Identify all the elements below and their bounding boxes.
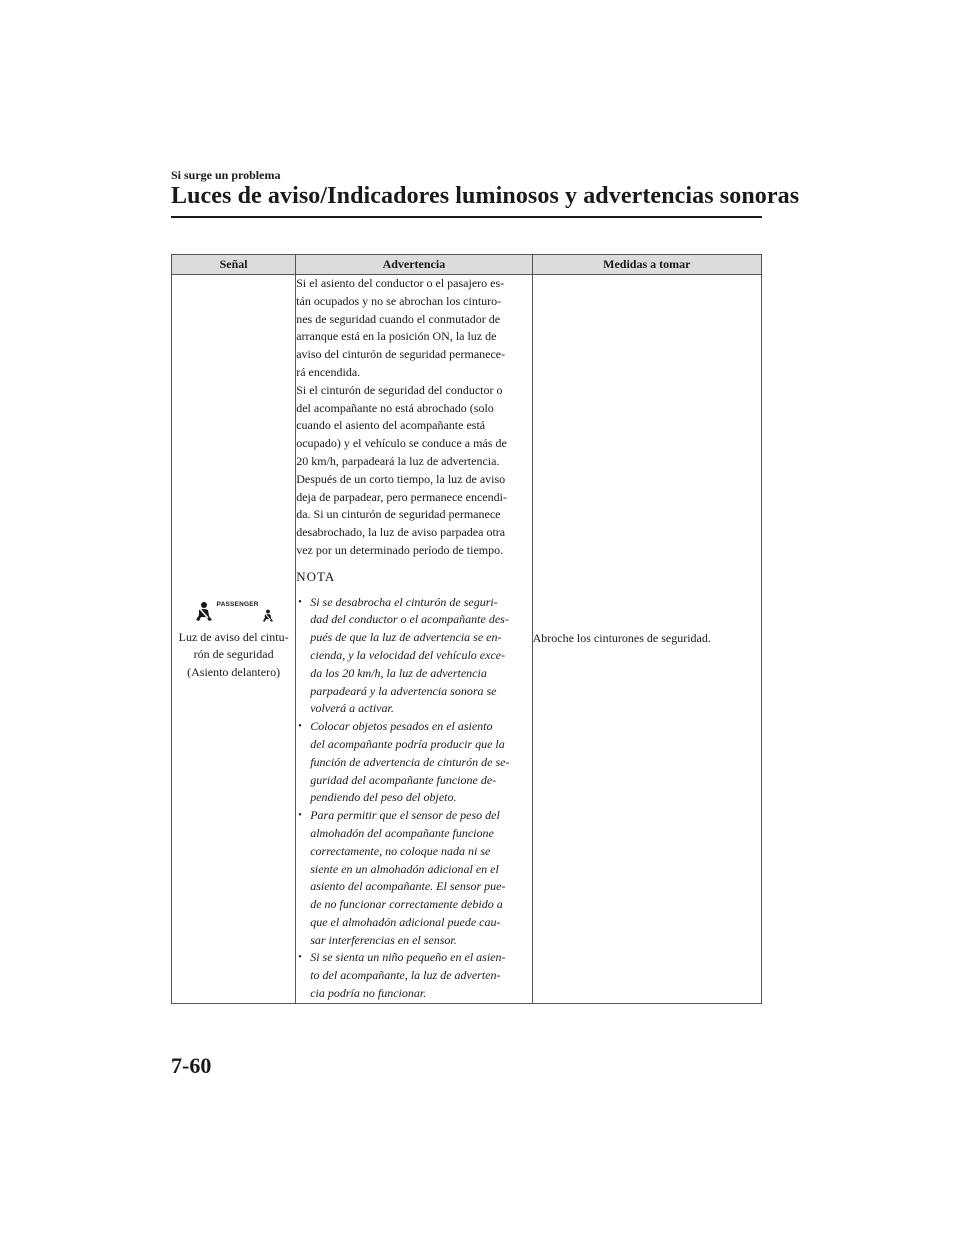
table-header-row [172,255,762,275]
section-label: Si surge un problema [171,168,281,182]
signal-cell [172,275,296,1004]
warning-cell [296,275,532,1004]
driver-seatbelt-warning-icon [193,601,215,623]
warning-table [171,254,762,1004]
note-item: • Si se desabrocha el cinturón de seguri- dad del conductor o el acompañante des- pués de que la luz de advertencia se en- cienda, y la velocidad del vehículo exce- da los 20 km/h, la luz de advertencia parpadeará y la advertencia sonora se volverá a activar. [296,594,531,719]
note-item: • Si se sienta un niño pequeño en el asien- to del acompañante, la luz de adverten- cia podría no funcionar. [296,949,531,1002]
signal-label: Luz de aviso del cintu- rón de seguridad (Asiento delantero) [178,629,289,680]
note-list [296,594,531,1003]
warning-text: Si el asiento del conductor o el pasajero es- tán ocupados y no se abrochan los cinturo- nes de seguridad cuando el conmutador de arranque está en la posición ON, la luz de aviso del cinturón de seguridad permanece- rá encendida. Si el cinturón de seguridad del conductor o del acompañante no está abrochado (solo cuando el asiento del acompañante está ocupado) y el vehículo se conduce a más de 20 km/h, parpadeará la luz de advertencia. Después de un corto tiempo, la luz de aviso deja de parpadear, pero permanece encendi- da. Si un cinturón de seguridad permanece desabrochado, la luz de aviso parpadea otra vez por un determinado período de tiempo. [296,276,507,557]
header-warning: Advertencia [296,255,532,275]
title-rule [171,216,762,218]
page-number: 7-60 [171,1053,212,1078]
page-title: Luces de aviso/Indicadores luminosos y advertencias sonoras [171,183,800,209]
table-row [172,275,762,1004]
note-item: • Colocar objetos pesados en el asiento del acompañante podría producir que la función de advertencia de cinturón de se- guridad del acompañante funcione de- pendiendo del peso del objeto. [296,718,531,807]
header-signal: Señal [172,255,296,275]
signal-icons [172,596,295,623]
note-item: • Para permitir que el sensor de peso del almohadón del acompañante funcione correctamente, no coloque nada ni se siente en un almohadón adicional en el asiento del acompañante. El sensor pue- de no funcionar correctamente debido a que el almohadón adicional puede cau- sar interferencias en el sensor. [296,807,531,949]
passenger-seatbelt-warning-icon [261,609,275,623]
action-cell: Abroche los cinturones de seguridad. [532,275,761,1004]
note-title: NOTA [296,568,336,584]
header-action: Medidas a tomar [532,255,761,275]
passenger-word: PASSENGER [216,600,259,608]
